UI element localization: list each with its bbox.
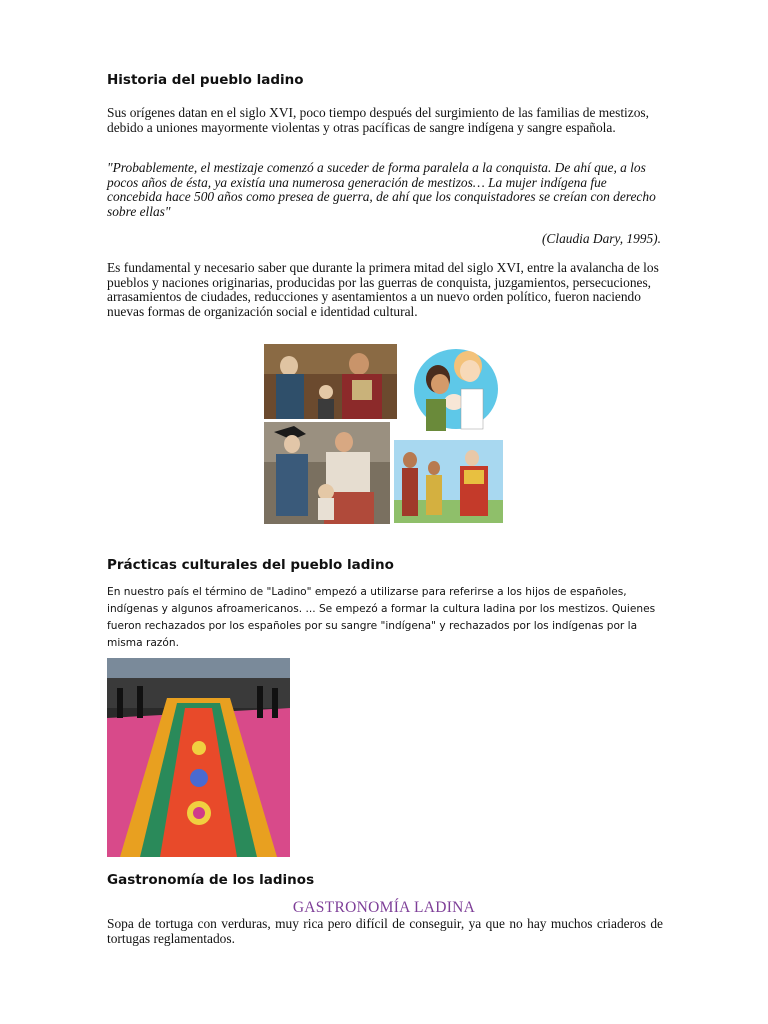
citation: (Claudia Dary, 1995). xyxy=(541,231,661,246)
quote-mestizaje: "Probablemente, el mestizaje comenzó a suceder de forma paralela a la conquista. De ahí que, a los pocos años de ésta, ya existía una numerosa generación de mestizos… La mujer indígena fue concebida hace 500 años como presea de guerra, de ahí que los conquistadores se creían con derecho sobre ellas" xyxy=(107,160,656,219)
heading-gastronomia: Gastronomía de los ladinos xyxy=(107,872,315,888)
heading-historia: Historia del pueblo ladino xyxy=(107,72,304,88)
paragraph-sopa-tortuga: Sopa de tortuga con verduras, muy rica pero difícil de conseguir, ya que no hay muchos criaderos de tortugas reglamentados. xyxy=(107,916,663,946)
illustration-conquest xyxy=(394,440,503,523)
heading-practicas: Prácticas culturales del pueblo ladino xyxy=(107,557,394,573)
paragraph-origenes: Sus orígenes datan en el siglo XVI, poco tiempo después del surgimiento de las familias de mestizos, debido a uniones mayormente violentas y otras pacíficas de sangre indígena y sangre española. xyxy=(107,105,649,135)
illustration-mestizo-family xyxy=(406,344,501,434)
subtitle-gastronomia-ladina: GASTRONOMÍA LADINA xyxy=(292,899,476,916)
painting-colonial-family xyxy=(264,344,397,419)
photo-alfombra-procession xyxy=(107,658,290,857)
paragraph-ladino-term: En nuestro país el término de "Ladino" empezó a utilizarse para referirse a los hijos de españoles, indígenas y algunos afroamericanos. ... Se empezó a formar la cultura ladina por los mestizos. Quienes fueron rechazados por los españoles por su sangre "indígena" y rechazados por los indígenas por la misma razón. xyxy=(107,586,656,649)
paragraph-fundamental: Es fundamental y necesario saber que durante la primera mitad del siglo XVI, entre la avalancha de los pueblos y naciones originarias, producidas por las guerras de conquista, juzgamientos, persecuciones, arrasamientos de ciudades, reducciones y asentamientos a un nuevo orden político, fueron naciendo nuevas formas de organización social e identidad cultural. xyxy=(107,260,659,319)
painting-casta xyxy=(264,422,390,524)
